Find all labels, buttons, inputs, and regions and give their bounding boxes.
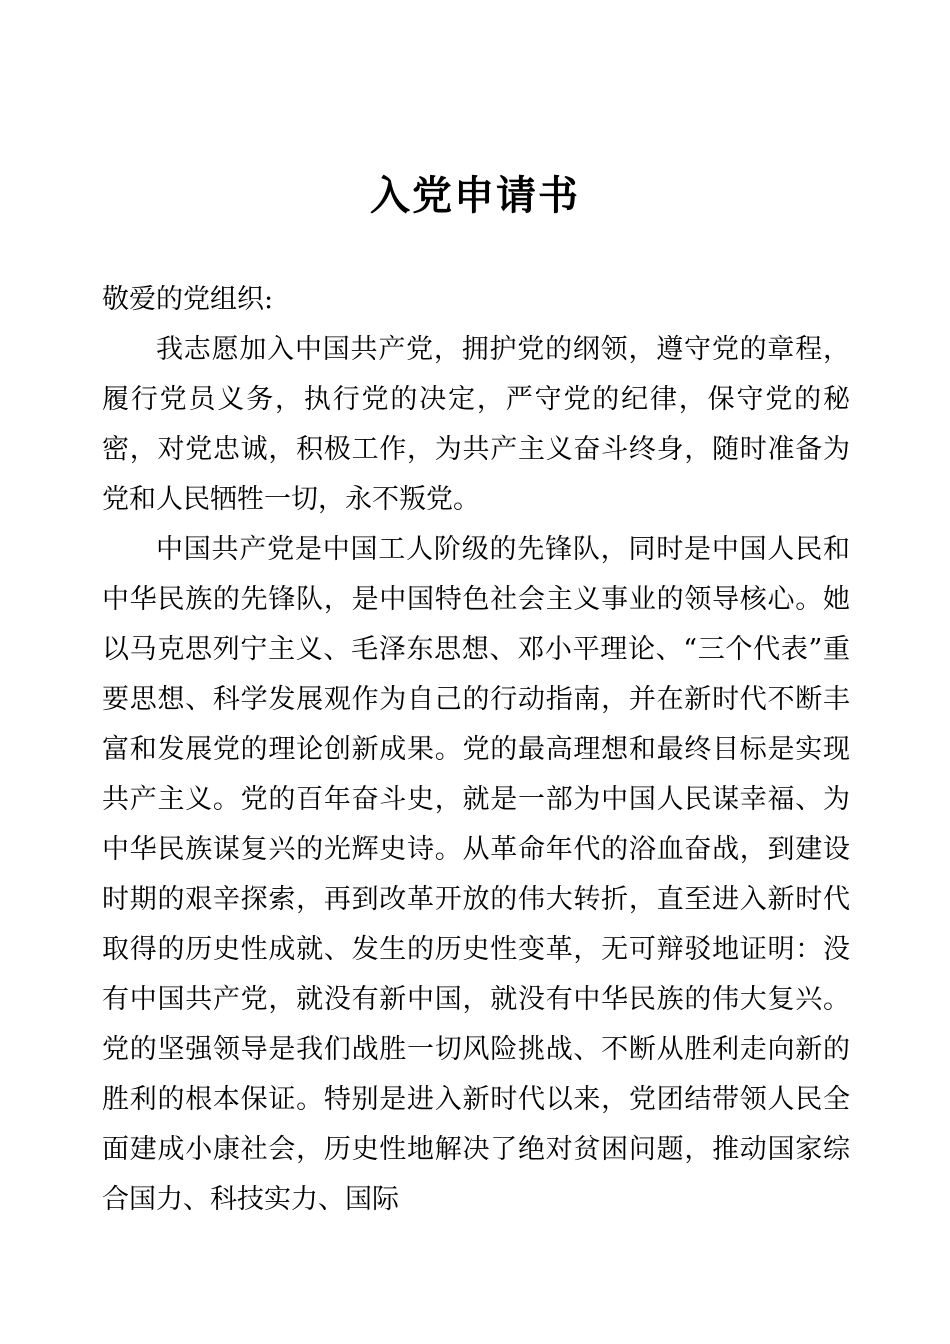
- document-title: 入党申请书: [370, 172, 580, 219]
- paragraph-pledge: 我志愿加入中国共产党，拥护党的纲领，遵守党的章程，履行党员义务，执行党的决定，严守党的纪律，保守党的秘密，对党忠诚，积极工作，为共产主义奋斗终身，随时准备为党和人民牺牲一切，永不叛党。: [102, 334, 850, 515]
- paragraph-party-understanding: 中国共产党是中国工人阶级的先锋队，同时是中国人民和中华民族的先锋队，是中国特色社会主义事业的领导核心。她以马克思列宁主义、毛泽东思想、邓小平理论、“三个代表”重要思想、科学发展观作为自己的行动指南，并在新时代不断丰富和发展党的理论创新成果。党的最高理想和最终目标是实现共产主义。党的百年奋斗史，就是一部为中国人民谋幸福、为中华民族谋复兴的光辉史诗。从革命年代的浴血奋战，到建设时期的艰辛探索，再到改革开放的伟大转折，直至进入新时代取得的历史性成就、发生的历史性变革，无可辩驳地证明：没有中国共产党，就没有新中国，就没有中华民族的伟大复兴。党的坚强领导是我们战胜一切风险挑战、不断从胜利走向新的胜利的根本保证。特别是进入新时代以来，党团结带领人民全面建成小康社会，历史性地解决了绝对贫困问题，推动国家综合国力、科技实力、国际: [102, 534, 850, 1215]
- salutation: 敬爱的党组织:: [102, 284, 274, 315]
- document-body: [102, 275, 850, 1225]
